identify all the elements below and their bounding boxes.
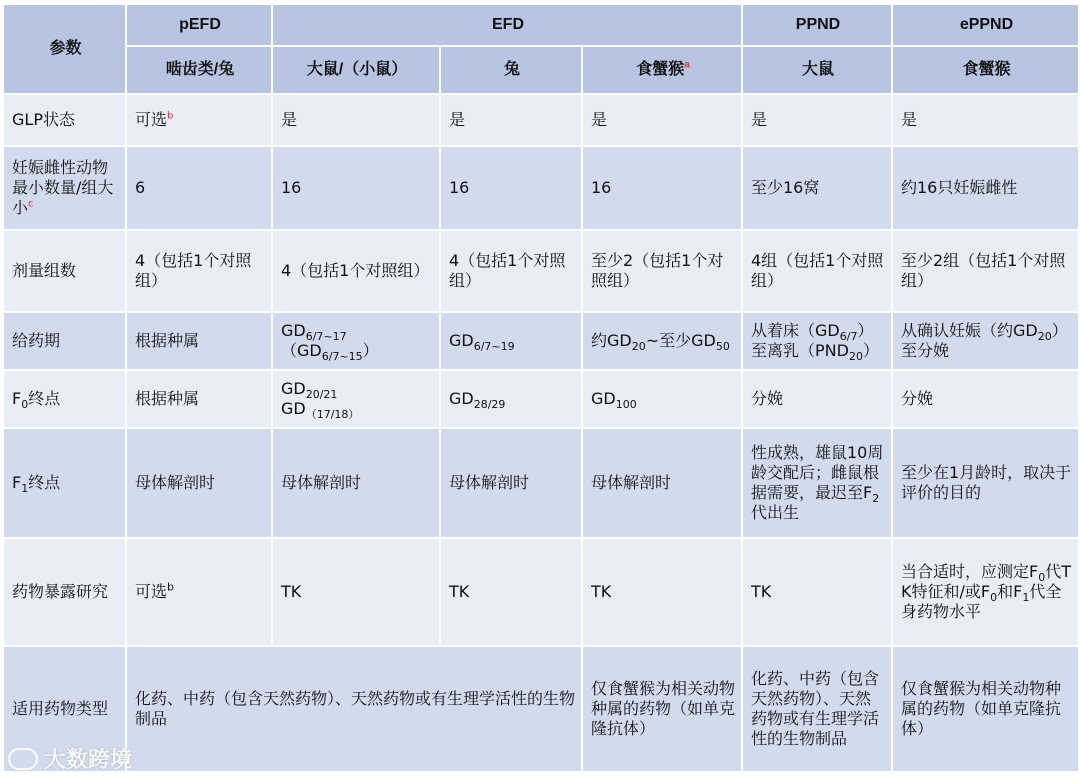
header-param: 参数 [3,4,126,94]
row-f1-endpoint [3,428,1079,538]
watermark-text: 大数跨境 [44,748,133,773]
species-efd-rat: 大鼠/（小鼠） [272,46,440,94]
cell-period-eppnd: 从确认妊娠（约$GD_{20}$）至分娩 [892,312,1079,370]
label-glp: GLP状态 [3,94,126,146]
row-min-size [3,146,1079,230]
species-pefd: 啮齿类/兔 [126,46,272,94]
cell-dose-ppnd: 4组（包括1个对照组） [742,230,892,312]
header-efd: EFD [272,4,742,46]
row-dosing-period [3,312,1079,370]
cell-f1-ppnd: 性成熟，雄鼠10周龄交配后；雌鼠根据需要，最迟至$F_2$代出生 [742,428,892,538]
cell-dose-efd-rabbit: 4（包括1个对照组） [440,230,582,312]
cell-glp-efd-rabbit: 是 [440,94,582,146]
cell-drugs-pefd-efd: 化药、中药（包含天然药物）、天然药物或有生理学活性的生物制品 [126,646,582,772]
cell-exposure-efd-monkey: TK [582,538,742,646]
cell-exposure-ppnd: TK [742,538,892,646]
cell-glp-pefd: 可选$^b$ [126,94,272,146]
cell-period-ppnd: 从着床$(GD_{6/7})$至离乳$(PND_{20})$ [742,312,892,370]
row-f0-endpoint [3,370,1079,428]
species-efd-monkey: 食蟹猴$^a$ [582,46,742,94]
cell-period-efd-rat: $GD_{6/7\sim 17}$ $(GD_{6/7\sim 15})$ [272,312,440,370]
label-dose-groups: 剂量组数 [3,230,126,312]
cell-f1-efd-rat: 母体解剖时 [272,428,440,538]
cell-exposure-efd-rat: TK [272,538,440,646]
cell-f0-eppnd: 分娩 [892,370,1079,428]
cell-glp-efd-monkey: 是 [582,94,742,146]
cell-dose-efd-monkey: 至少2（包括1个对照组） [582,230,742,312]
cell-f0-ppnd: 分娩 [742,370,892,428]
species-ppnd: 大鼠 [742,46,892,94]
cell-exposure-pefd: 可选$^b$ [126,538,272,646]
cell-min-efd-monkey: 16 [582,146,742,230]
cell-period-efd-monkey: 约$GD_{20}\sim$至少$GD_{50}$ [582,312,742,370]
cell-glp-ppnd: 是 [742,94,892,146]
label-dosing-period: 给药期 [3,312,126,370]
cell-f0-efd-rat: $GD_{20/21}$ $GD_{(17/18)}$ [272,370,440,428]
label-f1-endpoint: $F_1$终点 [3,428,126,538]
cell-min-pefd: 6 [126,146,272,230]
row-exposure [3,538,1079,646]
label-f0-endpoint: $F_0$终点 [3,370,126,428]
row-glp [3,94,1079,146]
watermark [8,743,132,774]
label-min-size: 妊娠雌性动物最小数量/组大小$^c$ [3,146,126,230]
cell-dose-eppnd: 至少2组（包括1个对照组） [892,230,1079,312]
cell-f1-pefd: 母体解剖时 [126,428,272,538]
cell-exposure-efd-rabbit: TK [440,538,582,646]
header-pefd: pEFD [126,4,272,46]
cell-min-efd-rabbit: 16 [440,146,582,230]
cell-period-pefd: 根据种属 [126,312,272,370]
cell-f1-efd-rabbit: 母体解剖时 [440,428,582,538]
header-ppnd: PPND [742,4,892,46]
cell-dose-efd-rat: 4（包括1个对照组） [272,230,440,312]
cell-min-efd-rat: 16 [272,146,440,230]
cell-min-ppnd: 至少16窝 [742,146,892,230]
cell-min-eppnd: 约16只妊娠雌性 [892,146,1079,230]
cell-drugs-eppnd: 仅食蟹猴为相关动物种属的药物（如单克隆抗体） [892,646,1079,772]
cell-f1-eppnd: 至少在1月龄时，取决于评价的目的 [892,428,1079,538]
cell-glp-eppnd: 是 [892,94,1079,146]
cell-exposure-eppnd: 当合适时，应测定$F_0$代TK特征和/或$F_0$和$F_1$代全身药物水平 [892,538,1079,646]
cell-period-efd-rabbit: $GD_{6/7\sim 19}$ [440,312,582,370]
cell-f0-efd-rabbit: $GD_{28/29}$ [440,370,582,428]
cell-f1-efd-monkey: 母体解剖时 [582,428,742,538]
species-efd-rabbit: 兔 [440,46,582,94]
footnote-a: a [684,59,690,71]
label-drug-types: 适用药物类型 [3,646,126,772]
label-exposure: 药物暴露研究 [3,538,126,646]
species-eppnd: 食蟹猴 [892,46,1079,94]
row-drug-types [3,646,1079,772]
comparison-table [2,3,1080,773]
header-eppnd: ePPND [892,4,1079,46]
row-dose-groups [3,230,1079,312]
cell-drugs-ppnd: 化药、中药（包含天然药物）、天然药物或有生理学活性的生物制品 [742,646,892,772]
cell-drugs-efd-monkey: 仅食蟹猴为相关动物种属的药物（如单克隆抗体） [582,646,742,772]
cell-glp-efd-rat: 是 [272,94,440,146]
cell-f0-pefd: 根据种属 [126,370,272,428]
cell-dose-pefd: 4（包括1个对照组） [126,230,272,312]
cell-f0-efd-monkey: $GD_{100}$ [582,370,742,428]
watermark-logo-icon [8,748,38,770]
